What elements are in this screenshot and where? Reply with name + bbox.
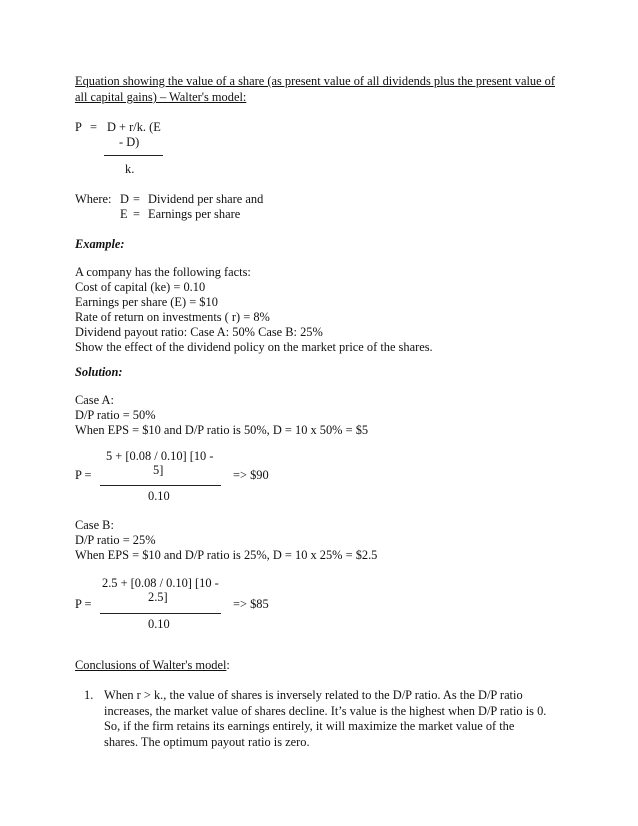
case-b-ratio: D/P ratio = 25%	[75, 533, 156, 547]
conclusions-title-text: Conclusions of Walter's model	[75, 658, 227, 672]
example-line: Dividend payout ratio: Case A: 50% Case B: 25%	[75, 325, 323, 339]
case-a-numerator-line-1: 5 + [0.08 / 0.10] [10 -	[106, 449, 214, 463]
example-line: Rate of return on investments ( r) = 8%	[75, 310, 270, 324]
case-a-numerator-line-2: 5]	[153, 463, 164, 477]
case-b-calculation: When EPS = $10 and D/P ratio is 25%, D = 10 x 25% = $2.5	[75, 548, 378, 562]
where-d-text: Dividend per share and	[148, 192, 264, 206]
formula-eq: =	[90, 120, 97, 134]
case-a-title: Case A:	[75, 393, 114, 407]
case-a-ratio: D/P ratio = 50%	[75, 408, 156, 422]
case-b-p-label: P =	[75, 597, 92, 611]
case-a-result: => $90	[233, 468, 269, 482]
formula-fraction-bar	[104, 155, 163, 156]
conclusion-item-line: So, if the firm retains its earnings entirely, it will maximize the market value of the	[104, 719, 515, 733]
heading-line-1: Equation showing the value of a share (as present value of all dividends plus the present value of	[75, 74, 555, 88]
heading-line-2	[75, 90, 246, 105]
where-e-text: Earnings per share	[148, 207, 241, 221]
formula-p: P	[75, 120, 82, 134]
case-a-fraction-bar	[100, 485, 221, 486]
conclusion-item-line: When r > k., the value of shares is inversely related to the D/P ratio. As the D/P ratio	[104, 688, 523, 702]
example-line: Earnings per share (E) = $10	[75, 295, 218, 309]
where-d-equals: =	[133, 192, 140, 206]
formula-denominator: k.	[125, 162, 135, 176]
formula-numerator-line-1: D + r/k. (E	[107, 120, 161, 134]
where-e-symbol: E	[120, 207, 128, 221]
case-b-denominator: 0.10	[148, 617, 170, 631]
heading-line-2-text: all capital gains) – Walter's model:	[75, 90, 247, 104]
where-label: Where:	[75, 192, 112, 206]
solution-title: Solution:	[75, 365, 123, 379]
formula-numerator-line-2: - D)	[119, 135, 140, 149]
where-d-symbol: D	[120, 192, 129, 206]
case-b-fraction-bar	[100, 613, 221, 614]
conclusion-item-number: 1.	[84, 688, 94, 702]
example-line: A company has the following facts:	[75, 265, 251, 279]
example-title: Example:	[75, 237, 125, 251]
conclusion-item-line: shares. The optimum payout ratio is zero.	[104, 734, 310, 749]
case-a-denominator: 0.10	[148, 489, 170, 503]
example-line: Cost of capital (ke) = 0.10	[75, 280, 206, 294]
conclusions-title	[75, 658, 230, 673]
conclusions-title-colon: :	[226, 658, 230, 672]
conclusion-item-line: increases, the market value of shares decline. It’s value is the highest when D/P ratio is 0.	[104, 703, 547, 718]
case-a-calculation: When EPS = $10 and D/P ratio is 50%, D = 10 x 50% = $5	[75, 423, 369, 437]
case-b-numerator-line-2: 2.5]	[148, 590, 168, 604]
case-b-title: Case B:	[75, 518, 114, 532]
where-e-equals: =	[133, 207, 140, 221]
case-a-p-label: P =	[75, 468, 92, 482]
example-line: Show the effect of the dividend policy on the market price of the shares.	[75, 340, 433, 354]
case-b-numerator-line-1: 2.5 + [0.08 / 0.10] [10 -	[102, 576, 219, 590]
case-b-result: => $85	[233, 597, 269, 611]
